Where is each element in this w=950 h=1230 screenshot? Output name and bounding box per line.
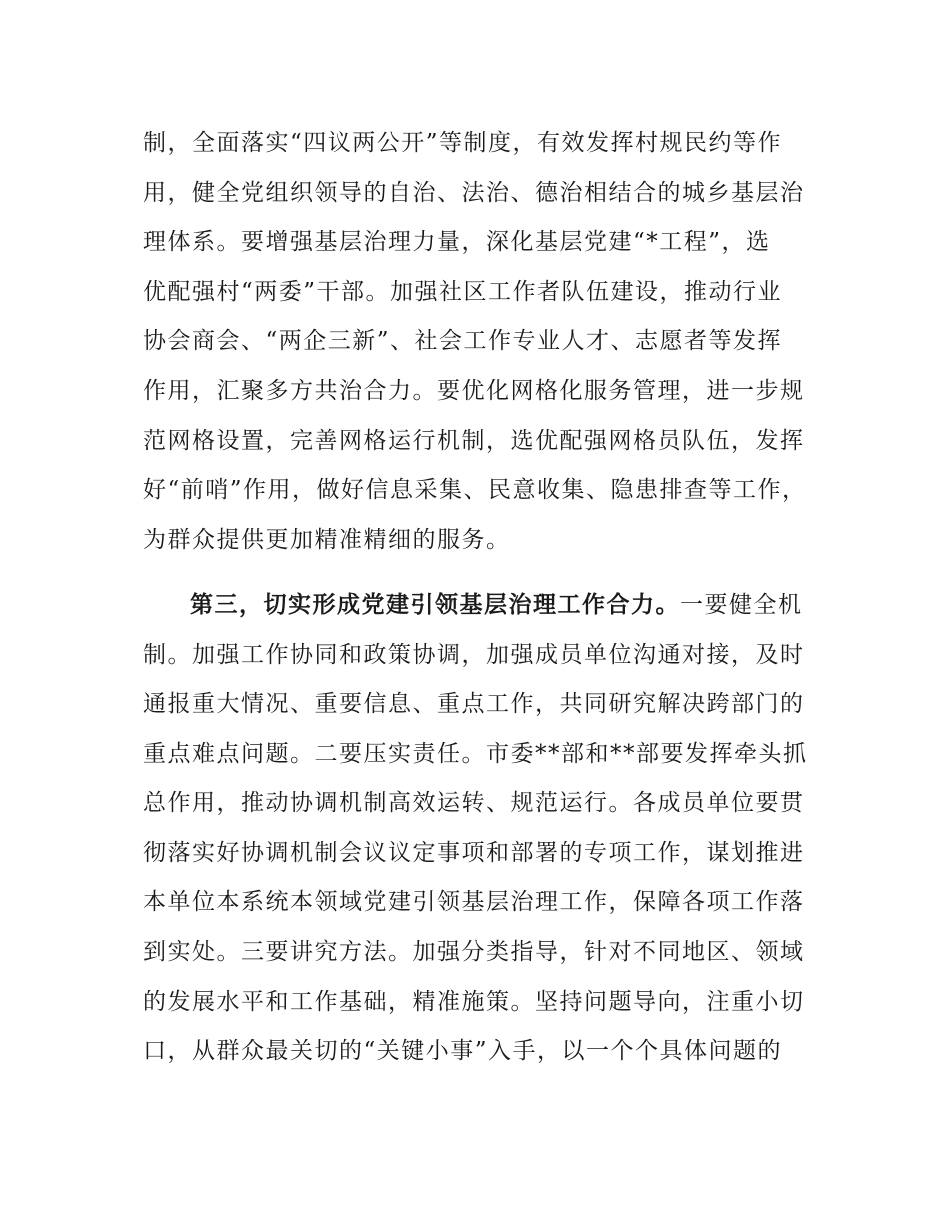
text-line: 制，全面落实“四议两公开”等制度，有效发挥村规民约等作 [143, 130, 783, 156]
section-heading: 第三，切实形成党建引领基层治理工作合力。 [190, 591, 680, 618]
text-run: 一要健全机 [680, 592, 803, 618]
text-line: 理体系。要增强基层治理力量，深化基层党建“*工程”，选 [143, 229, 771, 255]
text-line: 为群众提供更加精准精细的服务。 [143, 527, 511, 553]
text-line: 通报重大情况、重要信息、重点工作，共同研究解决跨部门的 [143, 691, 805, 717]
paragraph-first-line [190, 590, 803, 620]
text-line: 彻落实好协调机制会议议定事项和部署的专项工作，谋划推进 [143, 840, 805, 866]
text-line: 的发展水平和工作基础，精准施策。坚持问题导向，注重小切 [143, 989, 805, 1015]
text-line: 总作用，推动协调机制高效运转、规范运行。各成员单位要贯 [143, 790, 805, 816]
text-line: 口，从群众最关切的“关键小事”入手，以一个个具体问题的 [143, 1038, 783, 1064]
text-line: 制。加强工作协同和政策协调，加强成员单位沟通对接，及时 [143, 642, 805, 668]
text-line: 本单位本系统本领域党建引领基层治理工作，保障各项工作落 [143, 889, 805, 915]
text-line: 优配强村“两委”干部。加强社区工作者队伍建设，推动行业 [143, 279, 783, 305]
text-line: 作用，汇聚多方共治合力。要优化网格化服务管理，进一步规 [143, 378, 805, 404]
text-line: 到实处。三要讲究方法。加强分类指导，针对不同地区、领域 [143, 939, 805, 965]
text-line: 协会商会、“两企三新”、社会工作专业人才、志愿者等发挥 [143, 328, 783, 354]
text-line: 好“前哨”作用，做好信息采集、民意收集、隐患排查等工作， [143, 477, 807, 503]
text-line: 重点难点问题。二要压实责任。市委**部和**部要发挥牵头抓 [143, 741, 808, 767]
text-line: 范网格设置，完善网格运行机制，选优配强网格员队伍，发挥 [143, 428, 805, 454]
text-line: 用，健全党组织领导的自治、法治、德治相结合的城乡基层治 [143, 180, 805, 206]
